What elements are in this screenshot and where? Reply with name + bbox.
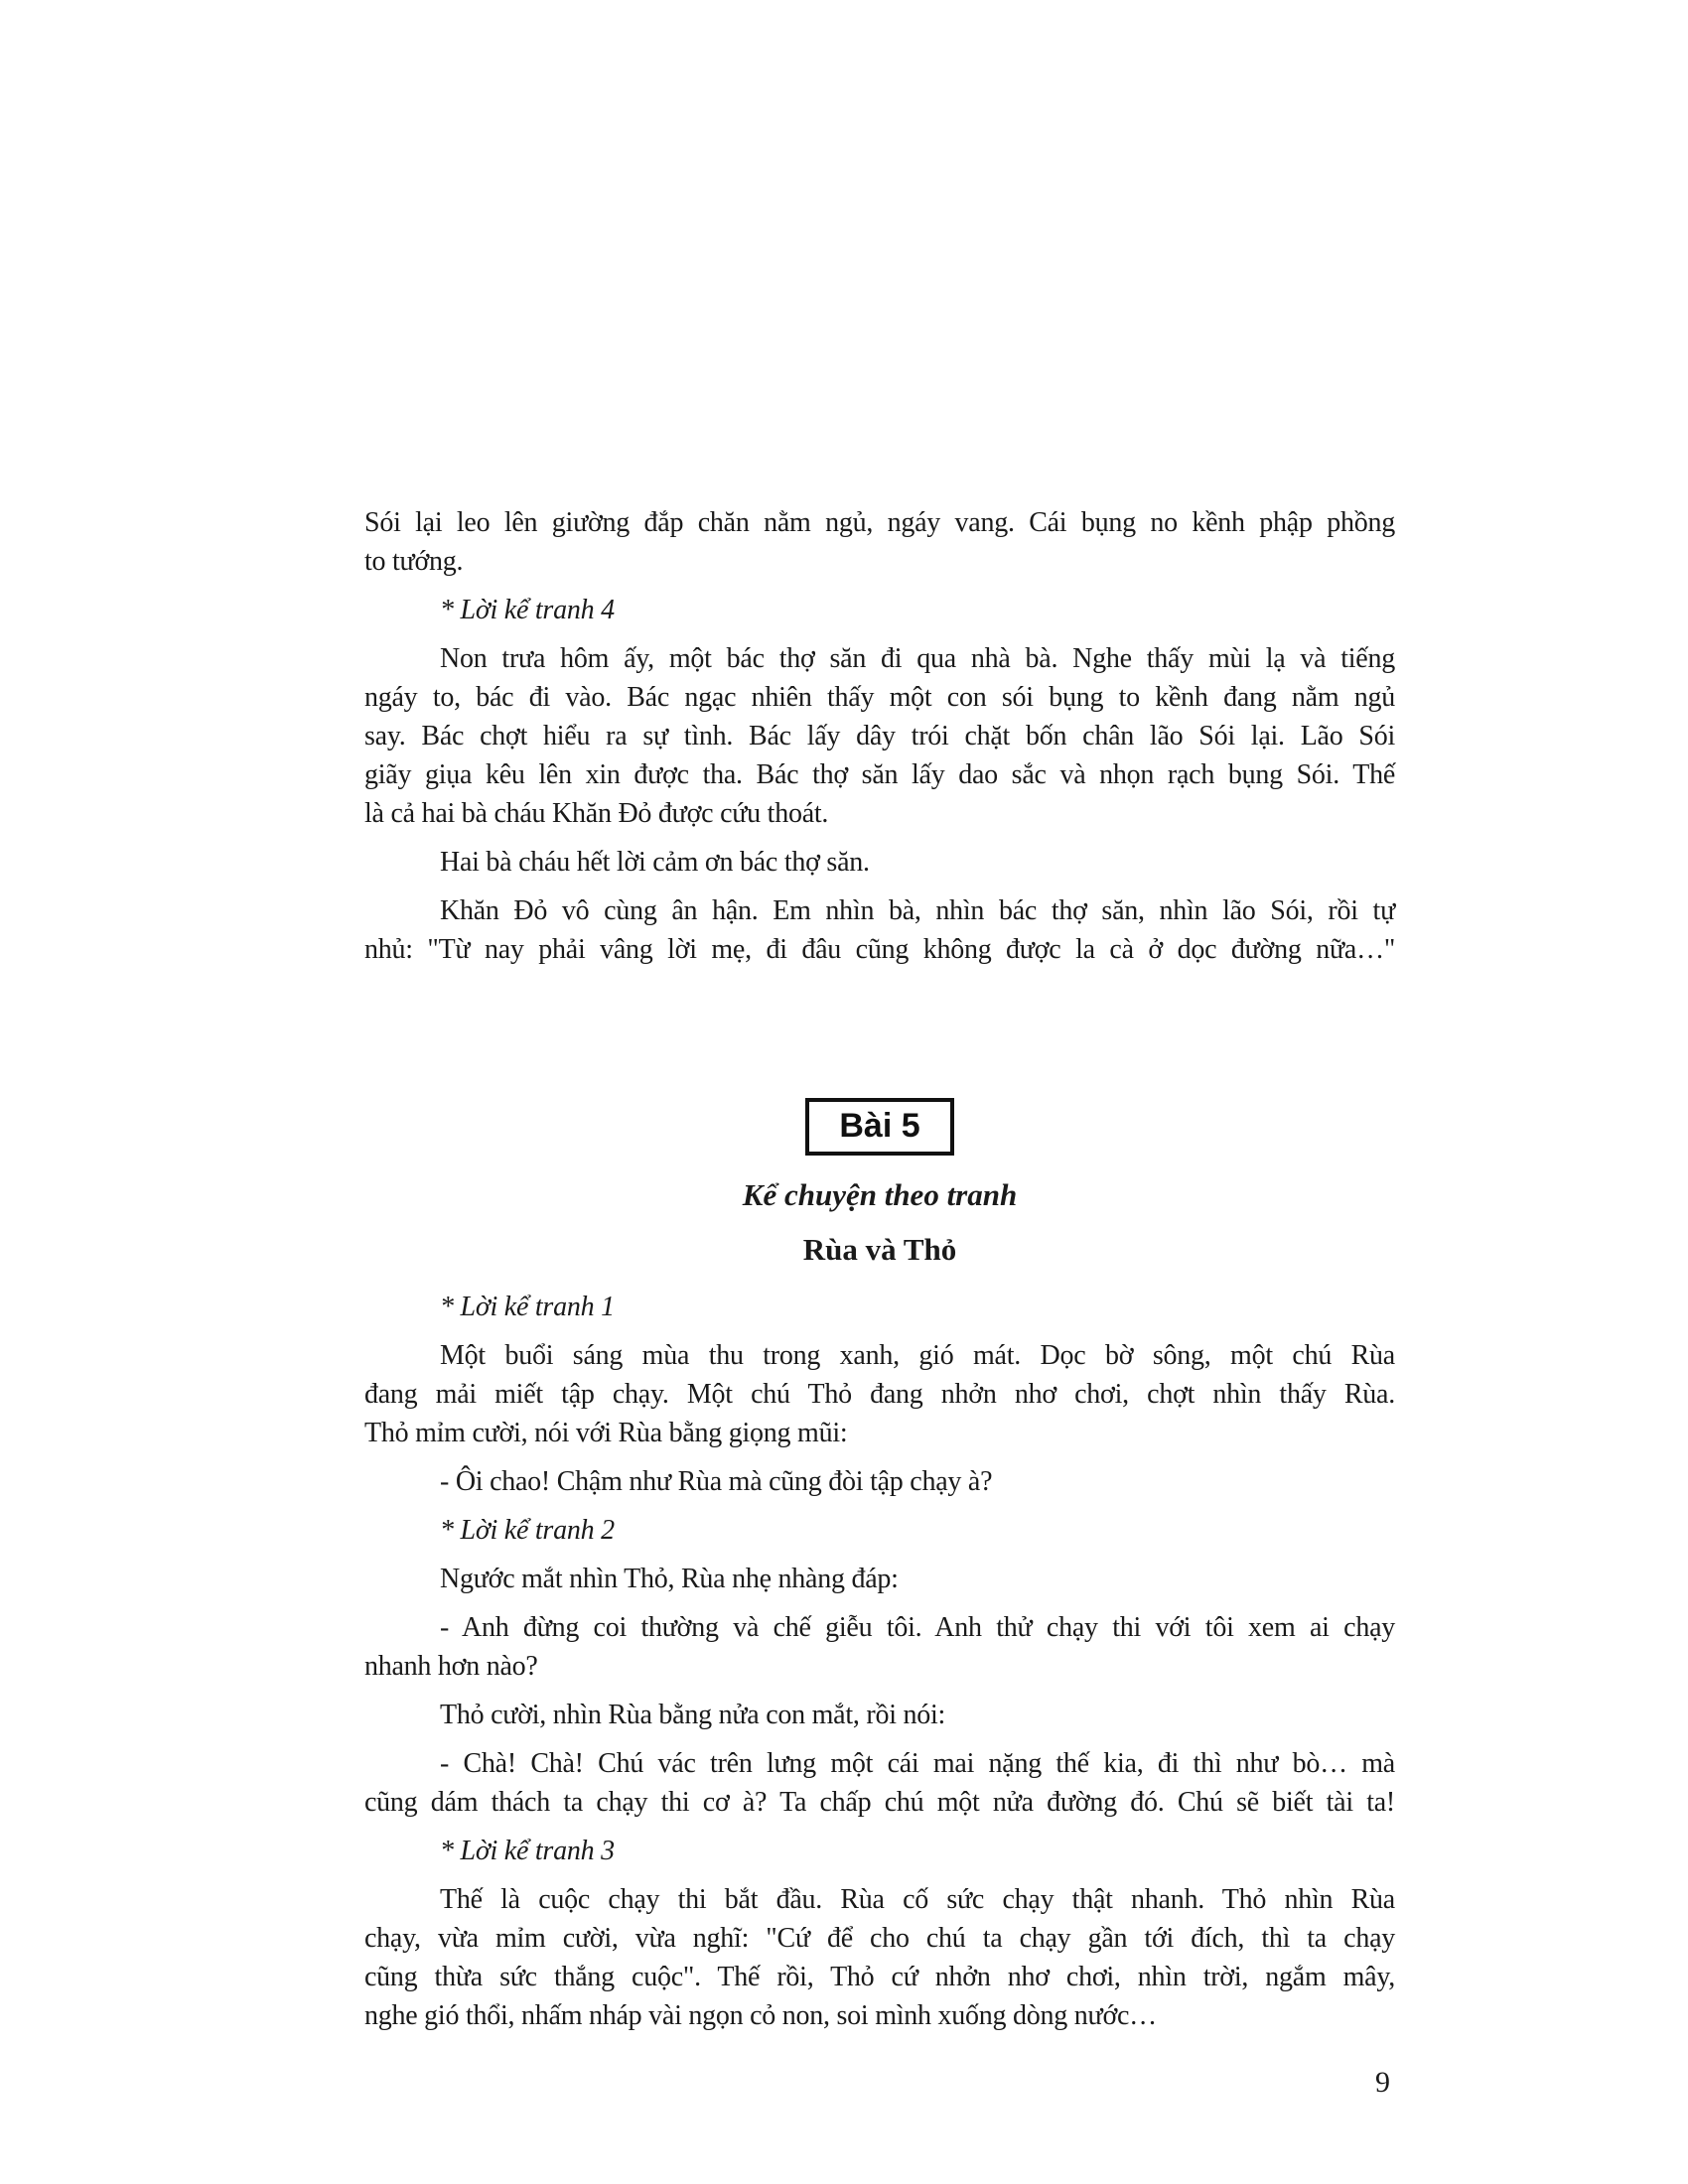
story-genre-heading: Kể chuyện theo tranh (742, 1177, 1018, 1212)
text-column (364, 503, 1395, 2035)
story-paragraph (364, 843, 1395, 882)
text-line: nhanh hơn nào? (364, 1651, 538, 1682)
picture-story-marker (364, 1832, 1395, 1870)
text-line: Thế là cuộc chạy thi bắt đầu. Rùa cố sức chạy thật nhanh. Thỏ nhìn Rùa (440, 1884, 1395, 1915)
text-line: * Lời kể tranh 3 (440, 1836, 615, 1866)
page-number: 9 (1375, 2066, 1390, 2099)
text-line: Non trưa hôm ấy, một bác thợ săn đi qua nhà bà. Nghe thấy mùi lạ và tiếng (440, 643, 1395, 674)
text-line: nghe gió thổi, nhấm nháp vài ngọn cỏ non, soi mình xuống dòng nước… (364, 2000, 1157, 2031)
picture-story-marker (364, 591, 1395, 629)
story-paragraph (364, 1462, 1395, 1501)
text-line: Sói lại leo lên giường đắp chăn nằm ngủ, ngáy vang. Cái bụng no kềnh phập phồng (364, 507, 1395, 538)
story-paragraph (364, 1880, 1395, 2035)
text-line: - Ôi chao! Chậm như Rùa mà cũng đòi tập chạy à? (440, 1466, 993, 1497)
text-line: say. Bác chợt hiểu ra sự tình. Bác lấy dây trói chặt bốn chân lão Sói lại. Lão Sói (364, 721, 1395, 751)
story-paragraph (364, 1744, 1395, 1822)
text-line: giãy giụa kêu lên xin được tha. Bác thợ săn lấy dao sắc và nhọn rạch bụng Sói. Thế (364, 759, 1395, 790)
story-paragraph (364, 1608, 1395, 1686)
text-line: Một buổi sáng mùa thu trong xanh, gió mát. Dọc bờ sông, một chú Rùa (440, 1340, 1395, 1371)
text-line: cũng thừa sức thắng cuộc". Thế rồi, Thỏ cứ nhởn nhơ chơi, nhìn trời, ngắm mây, (364, 1962, 1395, 1992)
text-line: - Chà! Chà! Chú vác trên lưng một cái mai nặng thế kia, đi thì như bò… mà (440, 1748, 1395, 1779)
story-paragraph (364, 503, 1395, 581)
text-line: cũng dám thách ta chạy thi cơ à? Ta chấp chú một nửa đường đó. Chú sẽ biết tài ta! (364, 1787, 1395, 1818)
text-line: chạy, vừa mỉm cười, vừa nghĩ: "Cứ để cho chú ta chạy gần tới đích, thì ta chạy (364, 1923, 1395, 1954)
story-paragraph (364, 891, 1395, 969)
text-line: là cả hai bà cháu Khăn Đỏ được cứu thoát. (364, 798, 829, 829)
text-line: * Lời kể tranh 2 (440, 1515, 615, 1546)
text-line: Khăn Đỏ vô cùng ân hận. Em nhìn bà, nhìn bác thợ săn, nhìn lão Sói, rồi tự (440, 895, 1395, 926)
picture-story-marker (364, 1288, 1395, 1326)
story-title-heading: Rùa và Thỏ (802, 1232, 957, 1267)
text-line: Thỏ mỉm cười, nói với Rùa bằng giọng mũi: (364, 1418, 848, 1448)
story-paragraph (364, 1696, 1395, 1734)
text-line: Thỏ cười, nhìn Rùa bằng nửa con mắt, rồi nói: (440, 1700, 946, 1730)
story-paragraph (364, 1336, 1395, 1452)
lesson-box-wrapper (364, 1098, 1395, 1156)
text-line: ngáy to, bác đi vào. Bác ngạc nhiên thấy một con sói bụng to kềnh đang nằm ngủ (364, 682, 1395, 713)
text-line: * Lời kể tranh 4 (440, 595, 615, 625)
text-line: * Lời kể tranh 1 (440, 1292, 615, 1322)
lesson-number-box: Bài 5 (805, 1098, 953, 1156)
story-paragraph (364, 1560, 1395, 1598)
text-line: Ngước mắt nhìn Thỏ, Rùa nhẹ nhàng đáp: (440, 1564, 899, 1594)
story-paragraph (364, 639, 1395, 833)
text-line: to tướng. (364, 546, 464, 577)
picture-story-marker (364, 1511, 1395, 1550)
text-line: đang mải miết tập chạy. Một chú Thỏ đang nhởn nhơ chơi, chợt nhìn thấy Rùa. (364, 1379, 1395, 1410)
text-line: nhủ: "Từ nay phải vâng lời mẹ, đi đâu cũng không được la cà ở dọc đường nữa…" (364, 934, 1395, 965)
text-line: Hai bà cháu hết lời cảm ơn bác thợ săn. (440, 847, 870, 878)
text-line: - Anh đừng coi thường và chế giễu tôi. Anh thử chạy thi với tôi xem ai chạy (440, 1612, 1395, 1643)
